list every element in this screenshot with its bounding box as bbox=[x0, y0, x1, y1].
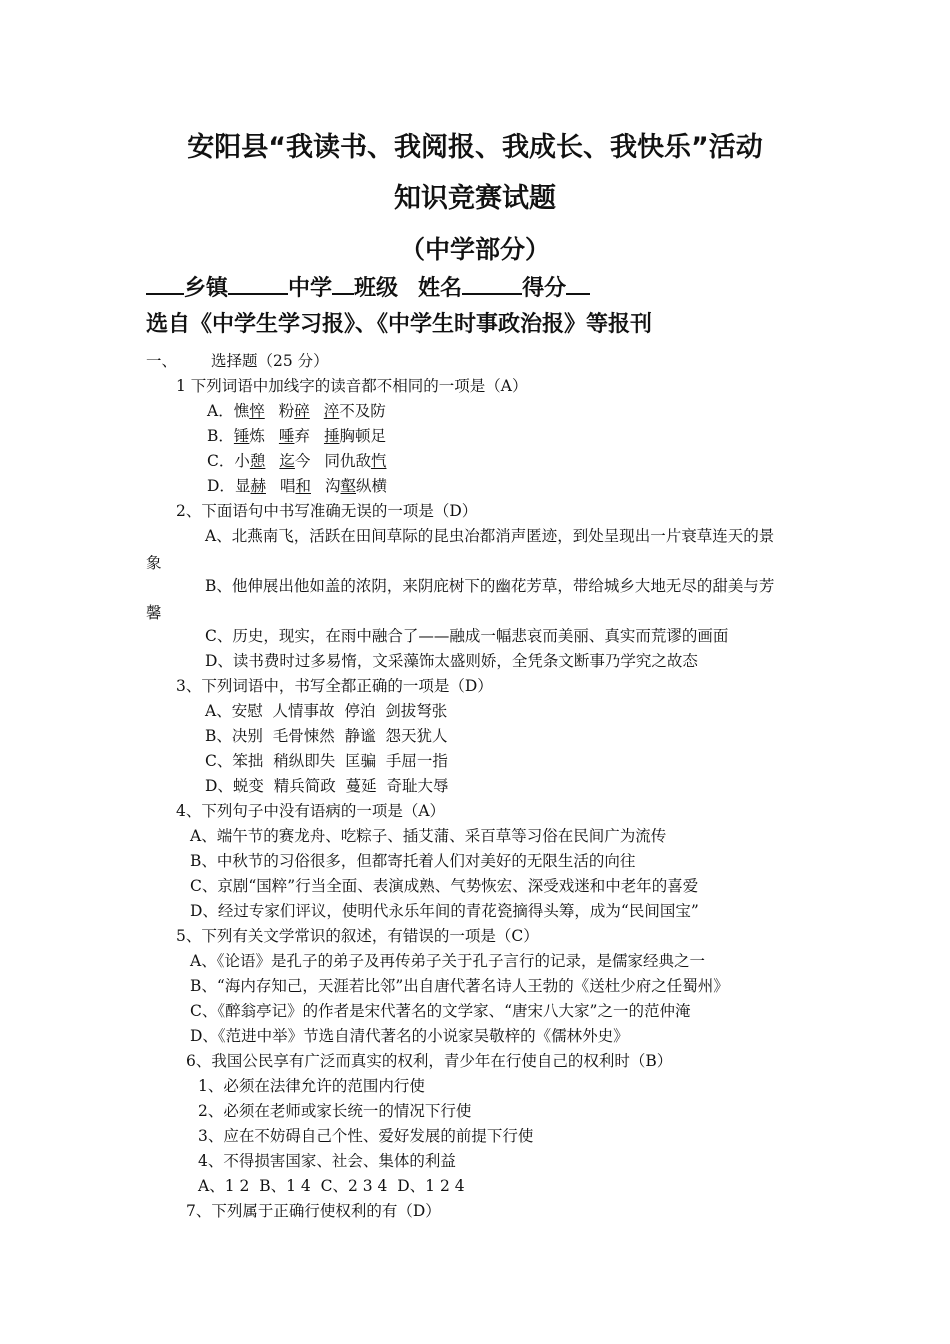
q2-option-a: A、北燕南飞，活跃在田间草际的昆虫冶都消声匿迹，到处呈现出一片衰草连天的景 bbox=[205, 527, 775, 545]
q4-stem: 4、下列句子中没有语病的一项是（A） bbox=[176, 802, 446, 820]
q6-statement-2: 2、必须在老师或家长统一的情况下行使 bbox=[198, 1102, 472, 1120]
q5-stem: 5、下列有关文学常识的叙述，有错误的一项是（C） bbox=[176, 927, 539, 945]
q1-option-d: D．显赫 唱和 沟壑纵横 bbox=[207, 477, 388, 495]
q1-stem: 1 下列词语中加线字的读音都不相同的一项是（A） bbox=[176, 377, 528, 395]
name-label: 姓名 bbox=[418, 276, 463, 301]
q5-option-c: C、《醉翁亭记》的作者是宋代著名的文学家、“唐宋八大家”之一的范仲淹 bbox=[190, 1002, 691, 1020]
class-label: 班级 bbox=[354, 276, 399, 301]
q1-option-a: A．憔悴 粉碎 淬不及防 bbox=[207, 402, 386, 420]
q6-statement-4: 4、不得损害国家、社会、集体的利益 bbox=[198, 1152, 456, 1170]
q5-option-d: D、《范进中举》节选自清代著名的小说家吴敬梓的《儒林外史》 bbox=[190, 1027, 629, 1045]
q6-statement-3: 3、应在不妨碍自己个性、爱好发展的前提下行使 bbox=[198, 1127, 534, 1145]
name-blank[interactable] bbox=[462, 273, 522, 295]
q3-option-c: C、笨拙 稍纵即失 匡骗 手屈一指 bbox=[205, 752, 448, 770]
q2-option-b-cont: 馨 bbox=[146, 604, 162, 622]
school-blank[interactable] bbox=[228, 273, 288, 295]
q6-stem: 6、我国公民享有广泛而真实的权利，青少年在行使自己的权利时（B） bbox=[186, 1052, 673, 1070]
q3-stem: 3、下列词语中，书写全都正确的一项是（D） bbox=[176, 677, 493, 695]
q3-option-a: A、安慰 人情事故 停泊 剑拔弩张 bbox=[205, 702, 448, 720]
q2-option-a-cont: 象 bbox=[146, 554, 162, 572]
score-label: 得分 bbox=[522, 276, 567, 301]
q4-option-d: D、经过专家们评议，使明代永乐年间的青花瓷摘得头筹，成为“民间国宝” bbox=[190, 902, 699, 920]
class-blank[interactable] bbox=[332, 273, 354, 295]
section-title: 选择题（25 分） bbox=[211, 352, 329, 370]
q2-option-b: B、他伸展出他如盖的浓阴，来阴庇树下的幽花芳草，带给城乡大地无尽的甜美与芳 bbox=[205, 577, 775, 595]
document-title: 安阳县“我读书、我阅报、我成长、我快乐”活动 bbox=[187, 132, 763, 163]
document-part: （中学部分） bbox=[399, 235, 550, 264]
q1-option-c: C．小憩 迄今 同仇敌忾 bbox=[207, 452, 387, 470]
q6-choices: A、1 2 B、1 4 C、2 3 4 D、1 2 4 bbox=[198, 1177, 465, 1195]
q5-option-a: A、《论语》是孔子的弟子及再传弟子关于孔子言行的记录，是儒家经典之一 bbox=[190, 952, 705, 970]
q6-statement-1: 1、必须在法律允许的范围内行使 bbox=[198, 1077, 425, 1095]
score-blank[interactable] bbox=[566, 273, 590, 295]
document-subtitle: 知识竞赛试题 bbox=[394, 183, 556, 214]
township-blank[interactable] bbox=[146, 273, 184, 295]
q2-option-c: C、历史，现实，在雨中融合了——融成一幅悲哀而美丽、真实而荒谬的画面 bbox=[205, 627, 729, 645]
q5-option-b: B、“海内存知己，天涯若比邻”出自唐代著名诗人王勃的《送杜少府之任蜀州》 bbox=[190, 977, 729, 995]
q3-option-b: B、决别 毛骨悚然 静谧 怨天犹人 bbox=[205, 727, 448, 745]
q4-option-a: A、端午节的赛龙舟、吃粽子、插艾蒲、采百草等习俗在民间广为流传 bbox=[190, 827, 667, 845]
q7-stem: 7、下列属于正确行使权利的有（D） bbox=[186, 1202, 441, 1220]
q4-option-c: C、京剧“国粹”行当全面、表演成熟、气势恢宏、深受戏迷和中老年的喜爱 bbox=[190, 877, 699, 895]
q2-option-d: D、读书费时过多易惰，文采藻饰太盛则娇，全凭条文断事乃学究之故态 bbox=[205, 652, 698, 670]
q3-option-d: D、蜕变 精兵简政 蔓延 奇耻大辱 bbox=[205, 777, 449, 795]
q2-stem: 2、下面语句中书写准确无误的一项是（D） bbox=[176, 502, 478, 520]
source-line: 选自《中学生学习报》、《中学生时事政治报》等报刊 bbox=[146, 312, 653, 337]
section-number: 一、 bbox=[146, 352, 178, 370]
student-info-line bbox=[146, 273, 590, 302]
q4-option-b: B、中秋节的习俗很多，但都寄托着人们对美好的无限生活的向往 bbox=[190, 852, 636, 870]
q1-option-b: B．锤炼 唾弃 捶胸顿足 bbox=[207, 427, 386, 445]
school-label: 中学 bbox=[288, 276, 333, 301]
township-label: 乡镇 bbox=[184, 276, 229, 301]
